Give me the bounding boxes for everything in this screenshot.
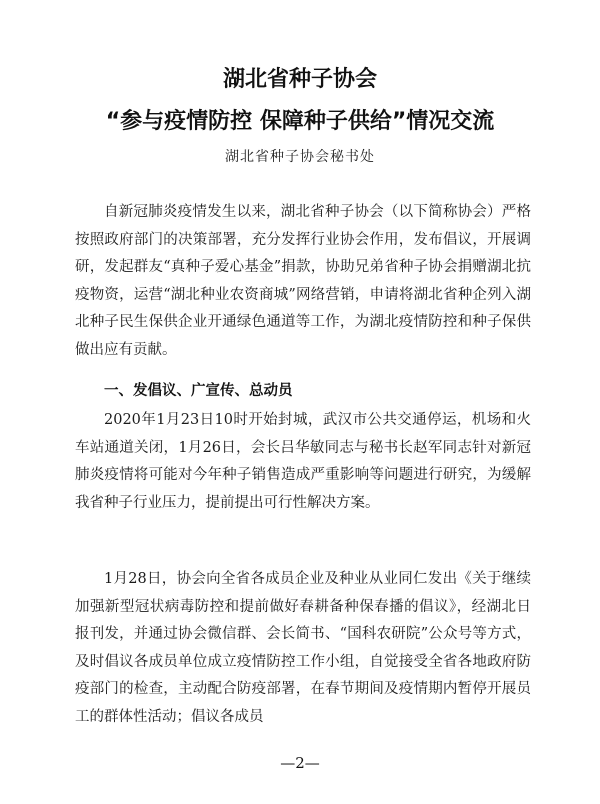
paragraph-lockdown: 2020年1月23日10时开始封城，武汉市公共交通停运，机场和火车站通道关闭，1月26日，会长吕华敏同志与秘书长赵军同志针对新冠肺炎疫情将可能对今年种子销售造成严重影响等问题进行研究，为缓解我省种子行业压力，提前提出可行性解决方案。: [75, 412, 531, 511]
document-title-line-2: “参与疫情防控 保障种子供给”情况交流: [105, 109, 495, 134]
paragraph-initiative: 1月28日，协会向全省各成员企业及种业从业同仁发出《关于继续加强新型冠状病毒防控和提前做好春耕备种保春播的倡议》，经湖北日报刊发，并通过协会微信群、会长简书、“国科农研院”公众号等方式，及时倡议各成员单位成立疫情防控工作小组，自觉接受全省各地政府防疫部门的检查，主动配合防疫部署，在春节期间及疫情期内暂停开展员工的群体性活动；倡议各成员: [75, 571, 531, 725]
paragraph-intro: 自新冠肺炎疫情发生以来，湖北省种子协会（以下简称协会）严格按照政府部门的决策部署，充分发挥行业协会作用，发布倡议，开展调研，发起群友“真种子爱心基金”捐款，协助兄弟省种子协会捐赠湖北抗疫物资，运营“湖北种业农资商城”网络营销，申请将湖北省种企列入湖北种子民生保供企业开通绿色通道等工作，为湖北疫情防控和种子保供做出应有贡献。: [75, 204, 531, 358]
page-number: —2—: [280, 754, 320, 772]
section-heading-1: 一、发倡议、广宣传、总动员: [104, 383, 293, 399]
document-title-line-1: 湖北省种子协会: [222, 67, 377, 92]
document-subtitle: 湖北省种子协会秘书处: [225, 149, 375, 165]
